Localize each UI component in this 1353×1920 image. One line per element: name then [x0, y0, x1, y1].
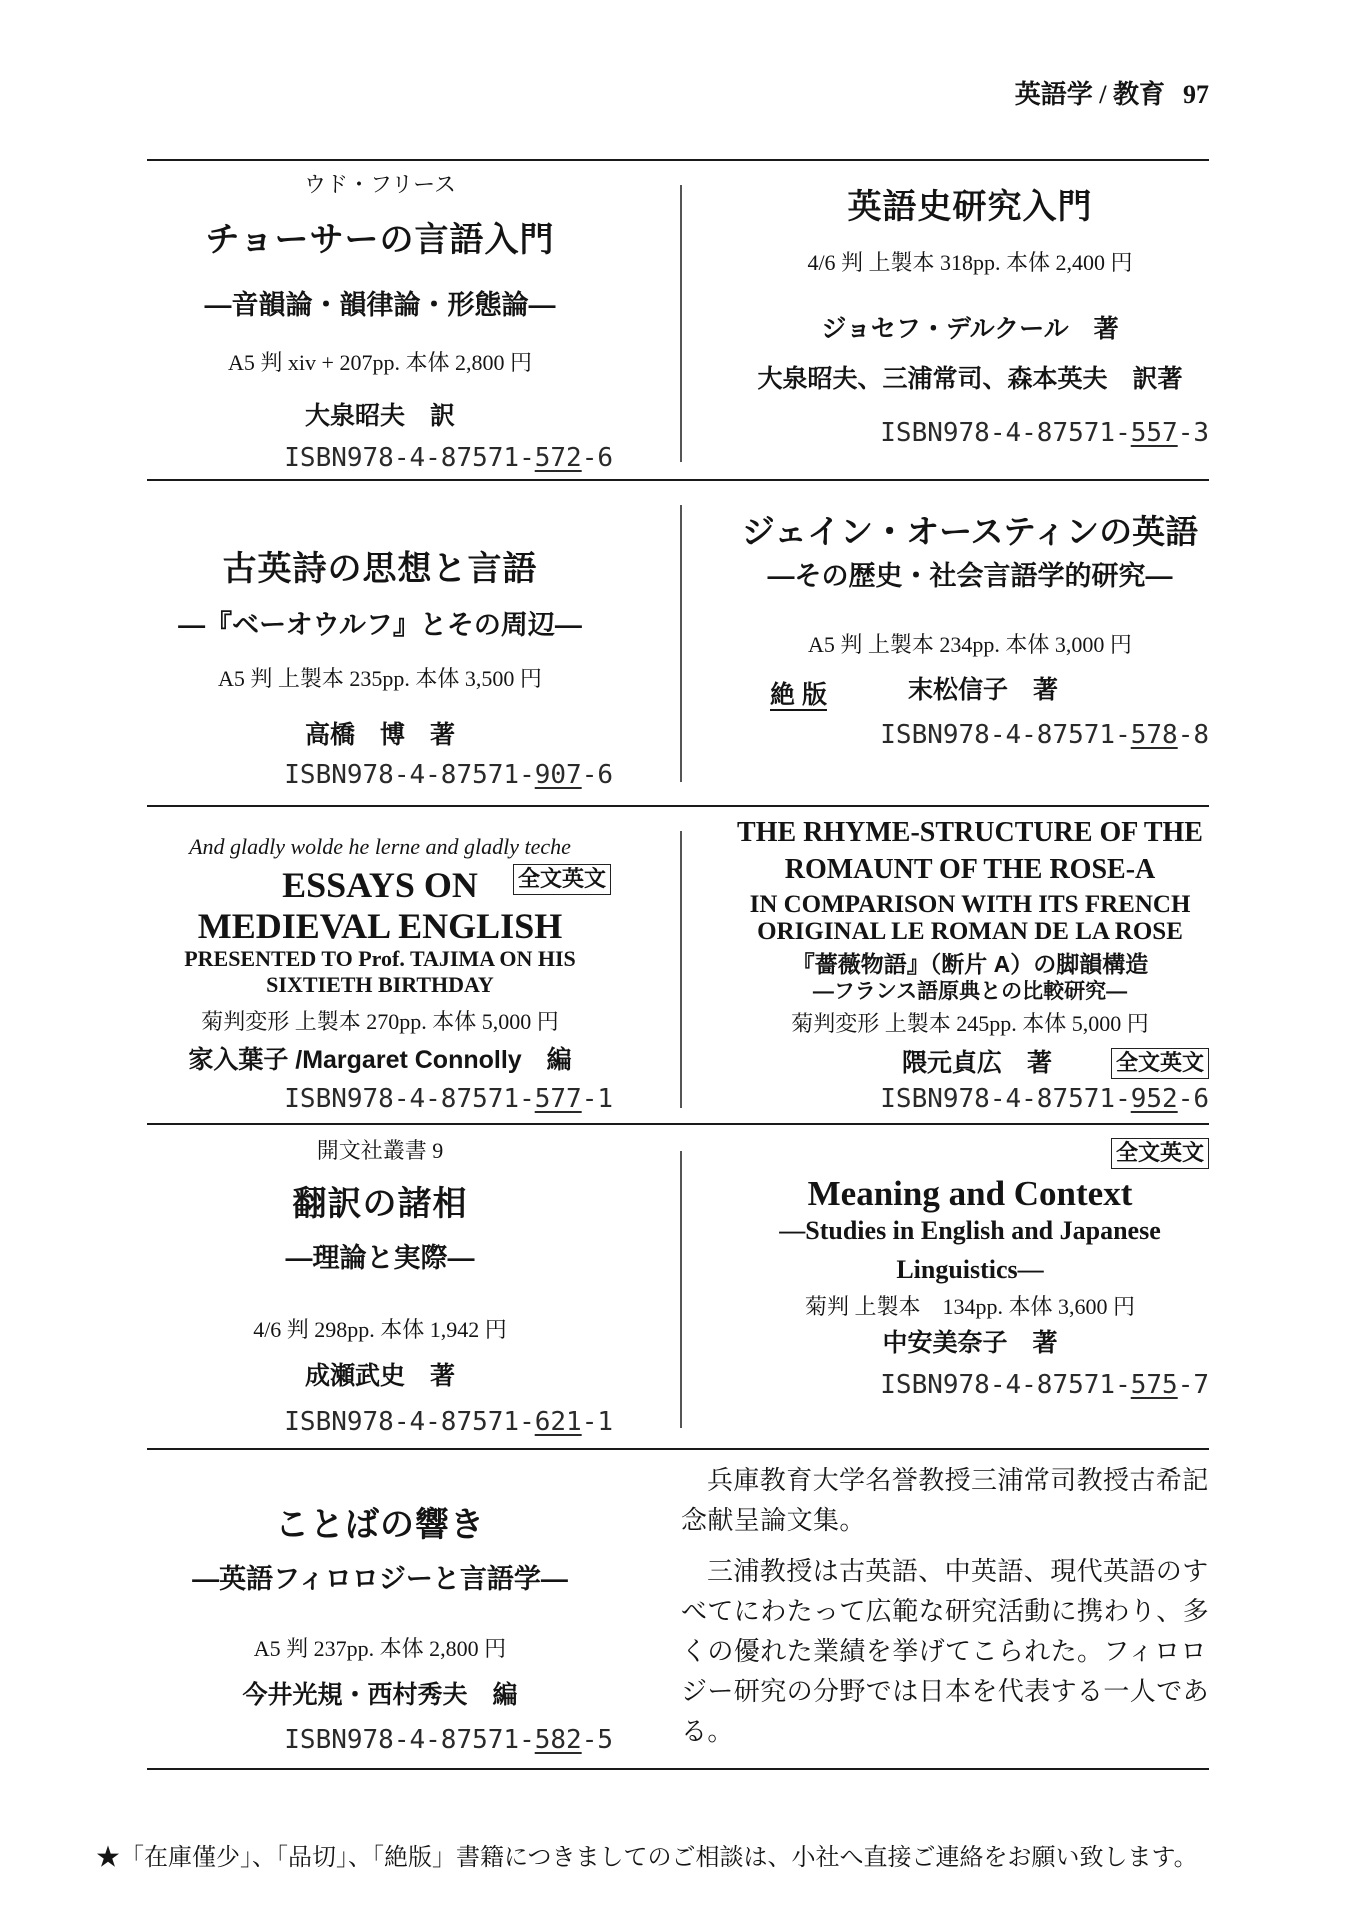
isbn-prefix: ISBN978-4-87571-: [284, 443, 535, 473]
all-english-badge: 全文英文: [1111, 1048, 1209, 1079]
description-line: 念献呈論文集。: [681, 1506, 866, 1535]
book-description: [681, 1461, 1209, 1752]
section-title: 英語学 / 教育: [1014, 80, 1165, 109]
isbn-title-code: 952: [1130, 1084, 1178, 1114]
book-title: チョーサーの言語入門: [205, 221, 555, 259]
isbn-check-digit: -3: [1177, 418, 1209, 448]
book-credit: 家入葉子 /Margaret Connolly 編: [188, 1046, 572, 1074]
book-title-line: MEDIEVAL ENGLISH: [197, 906, 563, 946]
book-subtitle: —音韻論・韻律論・形態論—: [204, 290, 556, 320]
book-title: ことばの響き: [275, 1506, 485, 1544]
book-specs: 4/6 判 298pp. 本体 1,942 円: [253, 1317, 507, 1342]
row-divider: [147, 1123, 1209, 1125]
book-isbn: [731, 719, 1209, 751]
isbn-title-code: 572: [534, 443, 582, 473]
book-credit: 隈元貞広 著: [902, 1049, 1053, 1077]
isbn-prefix: ISBN978-4-87571-: [880, 1084, 1131, 1114]
isbn-check-digit: -6: [1177, 1084, 1209, 1114]
row-divider: [147, 1448, 1209, 1450]
book-credit: 高橋 博 著: [304, 721, 455, 749]
isbn-prefix: ISBN978-4-87571-: [880, 418, 1131, 448]
book-credit: ジョセフ・デルクール 著: [821, 315, 1119, 343]
book-translators: 大泉昭夫、三浦常司、森本英夫 訳著: [757, 365, 1183, 393]
isbn-title-code: 578: [1130, 720, 1178, 750]
book-subtitle: —英語フィロロジーと言語学—: [192, 1564, 568, 1594]
description-line: 三浦教授は古英語、中英語、現代英語のす: [707, 1557, 1209, 1586]
isbn-title-code: 557: [1130, 418, 1178, 448]
book-credit: 成瀬武史 著: [304, 1362, 455, 1390]
book-title: Meaning and Context: [807, 1174, 1133, 1213]
description-line: くの優れた業績を挙げてこられた。フィロロ: [681, 1637, 1207, 1666]
book-specs: A5 判 上製本 234pp. 本体 3,000 円: [808, 632, 1132, 657]
book-japanese-subtitle: —フランス語原典との比較研究—: [812, 980, 1128, 1003]
book-subtitle-line: ORIGINAL LE ROMAN DE LA ROSE: [757, 918, 1183, 945]
book-specs: 菊判変形 上製本 270pp. 本体 5,000 円: [201, 1009, 559, 1034]
book-title-line: ESSAYS ON: [282, 865, 478, 905]
book-japanese-title: 『薔薇物語』（断片 A）の脚韻構造: [791, 951, 1149, 977]
book-isbn: [147, 442, 613, 474]
isbn-prefix: ISBN978-4-87571-: [284, 1725, 535, 1755]
book-credit: 中安美奈子 著: [882, 1329, 1058, 1357]
book-isbn: [731, 417, 1209, 449]
page-number: 97: [1183, 80, 1209, 109]
book-subtitle-line: PRESENTED TO Prof. TAJIMA ON HIS: [184, 946, 576, 971]
book-credit: 末松信子 著: [908, 676, 1059, 704]
isbn-title-code: 621: [534, 1407, 582, 1437]
book-subtitle: —『ベーオウルフ』とその周辺—: [178, 610, 582, 640]
row-divider: [147, 479, 1209, 481]
isbn-prefix: ISBN978-4-87571-: [284, 760, 535, 790]
isbn-prefix: ISBN978-4-87571-: [284, 1084, 535, 1114]
book-title: 英語史研究入門: [847, 188, 1093, 226]
book-specs: A5 判 xiv + 207pp. 本体 2,800 円: [228, 350, 532, 375]
isbn-title-code: 575: [1130, 1370, 1178, 1400]
book-title: 古英詩の思想と言語: [222, 550, 538, 588]
book-specs: 4/6 判 上製本 318pp. 本体 2,400 円: [807, 250, 1133, 275]
page-header: [1015, 79, 1209, 111]
column-divider: [680, 831, 682, 1108]
book-isbn: [731, 1369, 1209, 1401]
book-title-line: THE RHYME-STRUCTURE OF THE: [737, 817, 1203, 848]
description-line: べてにわたって広範な研究活動に携わり、多: [681, 1597, 1210, 1626]
isbn-prefix: ISBN978-4-87571-: [284, 1407, 535, 1437]
book-isbn: [731, 1083, 1209, 1115]
book-subtitle-line: IN COMPARISON WITH ITS FRENCH: [749, 891, 1191, 918]
book-series: 開文社叢書 9: [316, 1138, 444, 1163]
book-subtitle: —その歴史・社会言語学的研究—: [767, 561, 1173, 591]
out-of-print-label: 絶 版: [770, 681, 827, 709]
stock-inquiry-note: ★「在庫僅少」、「品切」、「絶版」書籍につきましてのご相談は、小社へ直接ご連絡をお願い致します。: [96, 1845, 1198, 1871]
book-credit: 大泉昭夫 訳: [304, 402, 455, 430]
description-line: 兵庫教育大学名誉教授三浦常司教授古希記: [707, 1466, 1209, 1495]
book-specs: A5 判 237pp. 本体 2,800 円: [253, 1636, 507, 1661]
book-specs: 菊判 上製本 134pp. 本体 3,600 円: [804, 1294, 1135, 1319]
isbn-check-digit: -6: [581, 443, 613, 473]
book-subtitle-line: —Studies in English and Japanese: [779, 1216, 1161, 1245]
isbn-check-digit: -5: [581, 1725, 613, 1755]
row-divider: [147, 1768, 1209, 1770]
book-title: 翻訳の諸相: [292, 1185, 468, 1223]
book-title-line: ROMAUNT OF THE ROSE-A: [784, 854, 1156, 885]
isbn-check-digit: -8: [1177, 720, 1209, 750]
isbn-title-code: 907: [534, 760, 582, 790]
isbn-check-digit: -1: [581, 1407, 613, 1437]
row-divider: [147, 159, 1209, 161]
isbn-check-digit: -7: [1177, 1370, 1209, 1400]
description-line: る。: [681, 1717, 734, 1746]
book-isbn: [147, 759, 613, 791]
column-divider: [680, 1151, 682, 1428]
description-paragraph: [681, 1552, 1209, 1752]
all-english-badge: 全文英文: [513, 864, 611, 895]
book-specs: 菊判変形 上製本 245pp. 本体 5,000 円: [791, 1011, 1149, 1036]
isbn-prefix: ISBN978-4-87571-: [880, 720, 1131, 750]
book-title: ジェイン・オースティンの英語: [741, 513, 1199, 550]
column-divider: [680, 185, 682, 462]
book-isbn: [147, 1724, 613, 1756]
book-isbn: [147, 1406, 613, 1438]
isbn-title-code: 582: [534, 1725, 582, 1755]
book-author-line: ウド・フリース: [303, 172, 457, 197]
book-credit: 今井光規・西村秀夫 編: [242, 1681, 518, 1709]
book-subtitle-line: Linguistics—: [896, 1255, 1044, 1284]
isbn-check-digit: -1: [581, 1084, 613, 1114]
isbn-prefix: ISBN978-4-87571-: [880, 1370, 1131, 1400]
book-isbn: [147, 1083, 613, 1115]
row-divider: [147, 805, 1209, 807]
book-subtitle: —理論と実際—: [285, 1243, 475, 1273]
isbn-title-code: 577: [534, 1084, 582, 1114]
description-line: ジー研究の分野では日本を代表する一人であ: [681, 1677, 1210, 1706]
all-english-badge: 全文英文: [1111, 1138, 1209, 1169]
book-epigraph: And gladly wolde he lerne and gladly teche: [189, 834, 571, 859]
description-paragraph: [681, 1461, 1209, 1541]
isbn-check-digit: -6: [581, 760, 613, 790]
book-subtitle-line: SIXTIETH BIRTHDAY: [266, 972, 494, 997]
book-specs: A5 判 上製本 235pp. 本体 3,500 円: [218, 666, 542, 691]
column-divider: [680, 505, 682, 782]
